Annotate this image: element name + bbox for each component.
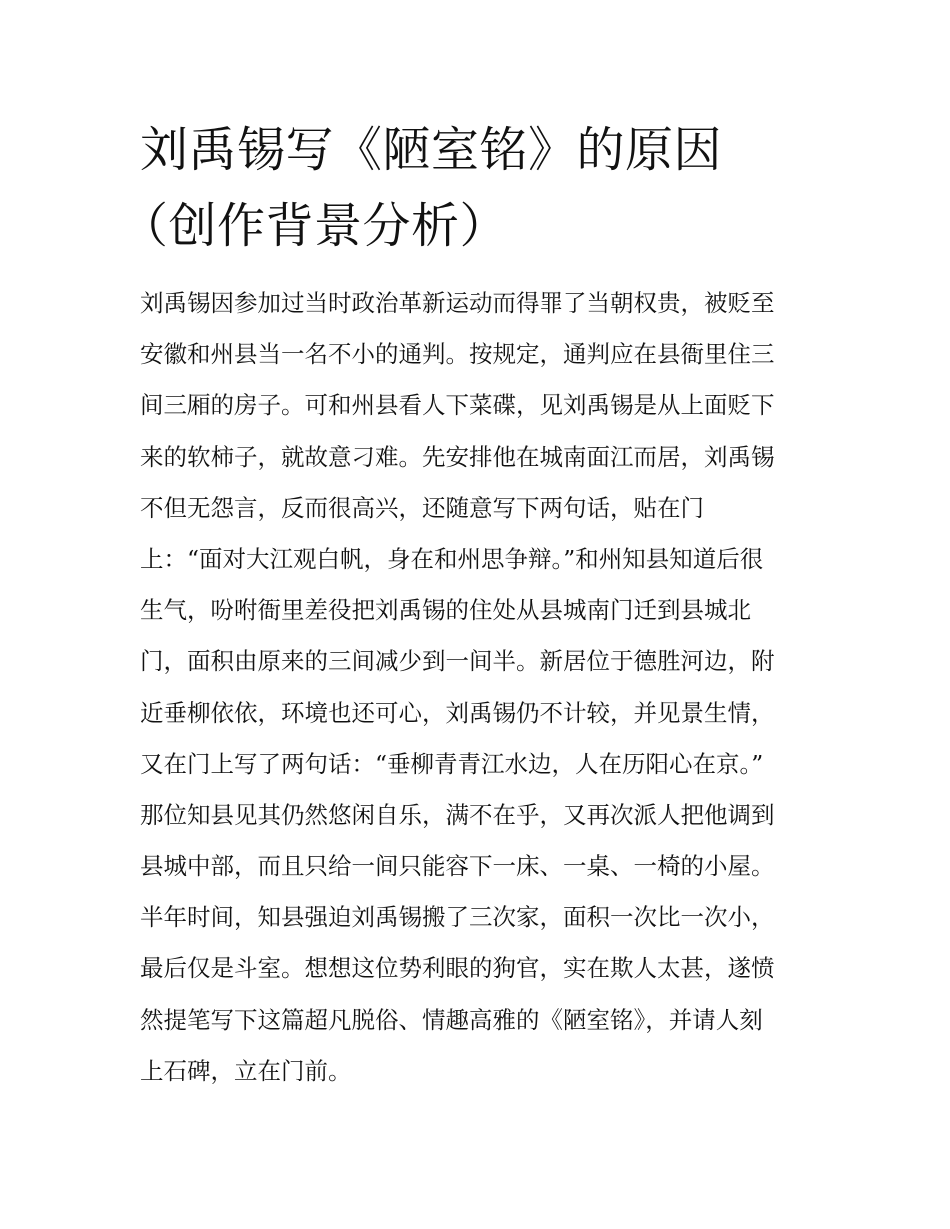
body-line: 门，面积由原来的三间减少到一间半。新居位于德胜河边，附 xyxy=(140,647,775,676)
title-subtitle-line: （创作背景分析） xyxy=(120,198,509,254)
body-line: 上：“面对大江观白帆，身在和州思争辩。”和州知县知道后很 xyxy=(140,544,764,573)
body-line: 上石碑，立在门前。 xyxy=(140,1056,352,1085)
body-line: 最后仅是斗室。想想这位势利眼的狗官，实在欺人太甚，遂愤 xyxy=(140,954,775,983)
body-line: 那位知县见其仍然悠闲自乐，满不在乎，又再次派人把他调到 xyxy=(140,800,775,829)
body-line: 县城中部，而且只给一间只能容下一床、一桌、一椅的小屋。 xyxy=(140,852,775,881)
body-paragraph xyxy=(140,278,820,1097)
body-line: 不但无怨言，反而很高兴，还随意写下两句话，贴在门 xyxy=(140,493,704,522)
document-title xyxy=(120,112,840,264)
body-line: 刘禹锡因参加过当时政治革新运动而得罪了当朝权贵，被贬至 xyxy=(140,289,775,317)
body-line: 安徽和州县当一名不小的通判。按规定，通判应在县衙里住三 xyxy=(140,340,775,369)
body-line: 半年时间，知县强迫刘禹锡搬了三次家，面积一次比一次小， xyxy=(140,903,775,932)
body-line: 间三厢的房子。可和州县看人下菜碟，见刘禹锡是从上面贬下 xyxy=(140,391,775,420)
body-line: 来的软柿子，就故意刁难。先安排他在城南面江而居，刘禹锡 xyxy=(140,442,775,471)
body-line: 近垂柳依依，环境也还可心，刘禹锡仍不计较，并见景生情， xyxy=(140,698,775,727)
body-line: 然提笔写下这篇超凡脱俗、情趣高雅的《陋室铭》，并请人刻 xyxy=(140,1005,763,1034)
title-line: 刘禹锡写《陋室铭》的原因 xyxy=(140,122,723,178)
body-line: 又在门上写了两句话：“垂柳青青江水边，人在历阳心在京。” xyxy=(140,749,764,778)
body-line: 生气，吩咐衙里差役把刘禹锡的住处从县城南门迁到县城北 xyxy=(140,596,751,625)
